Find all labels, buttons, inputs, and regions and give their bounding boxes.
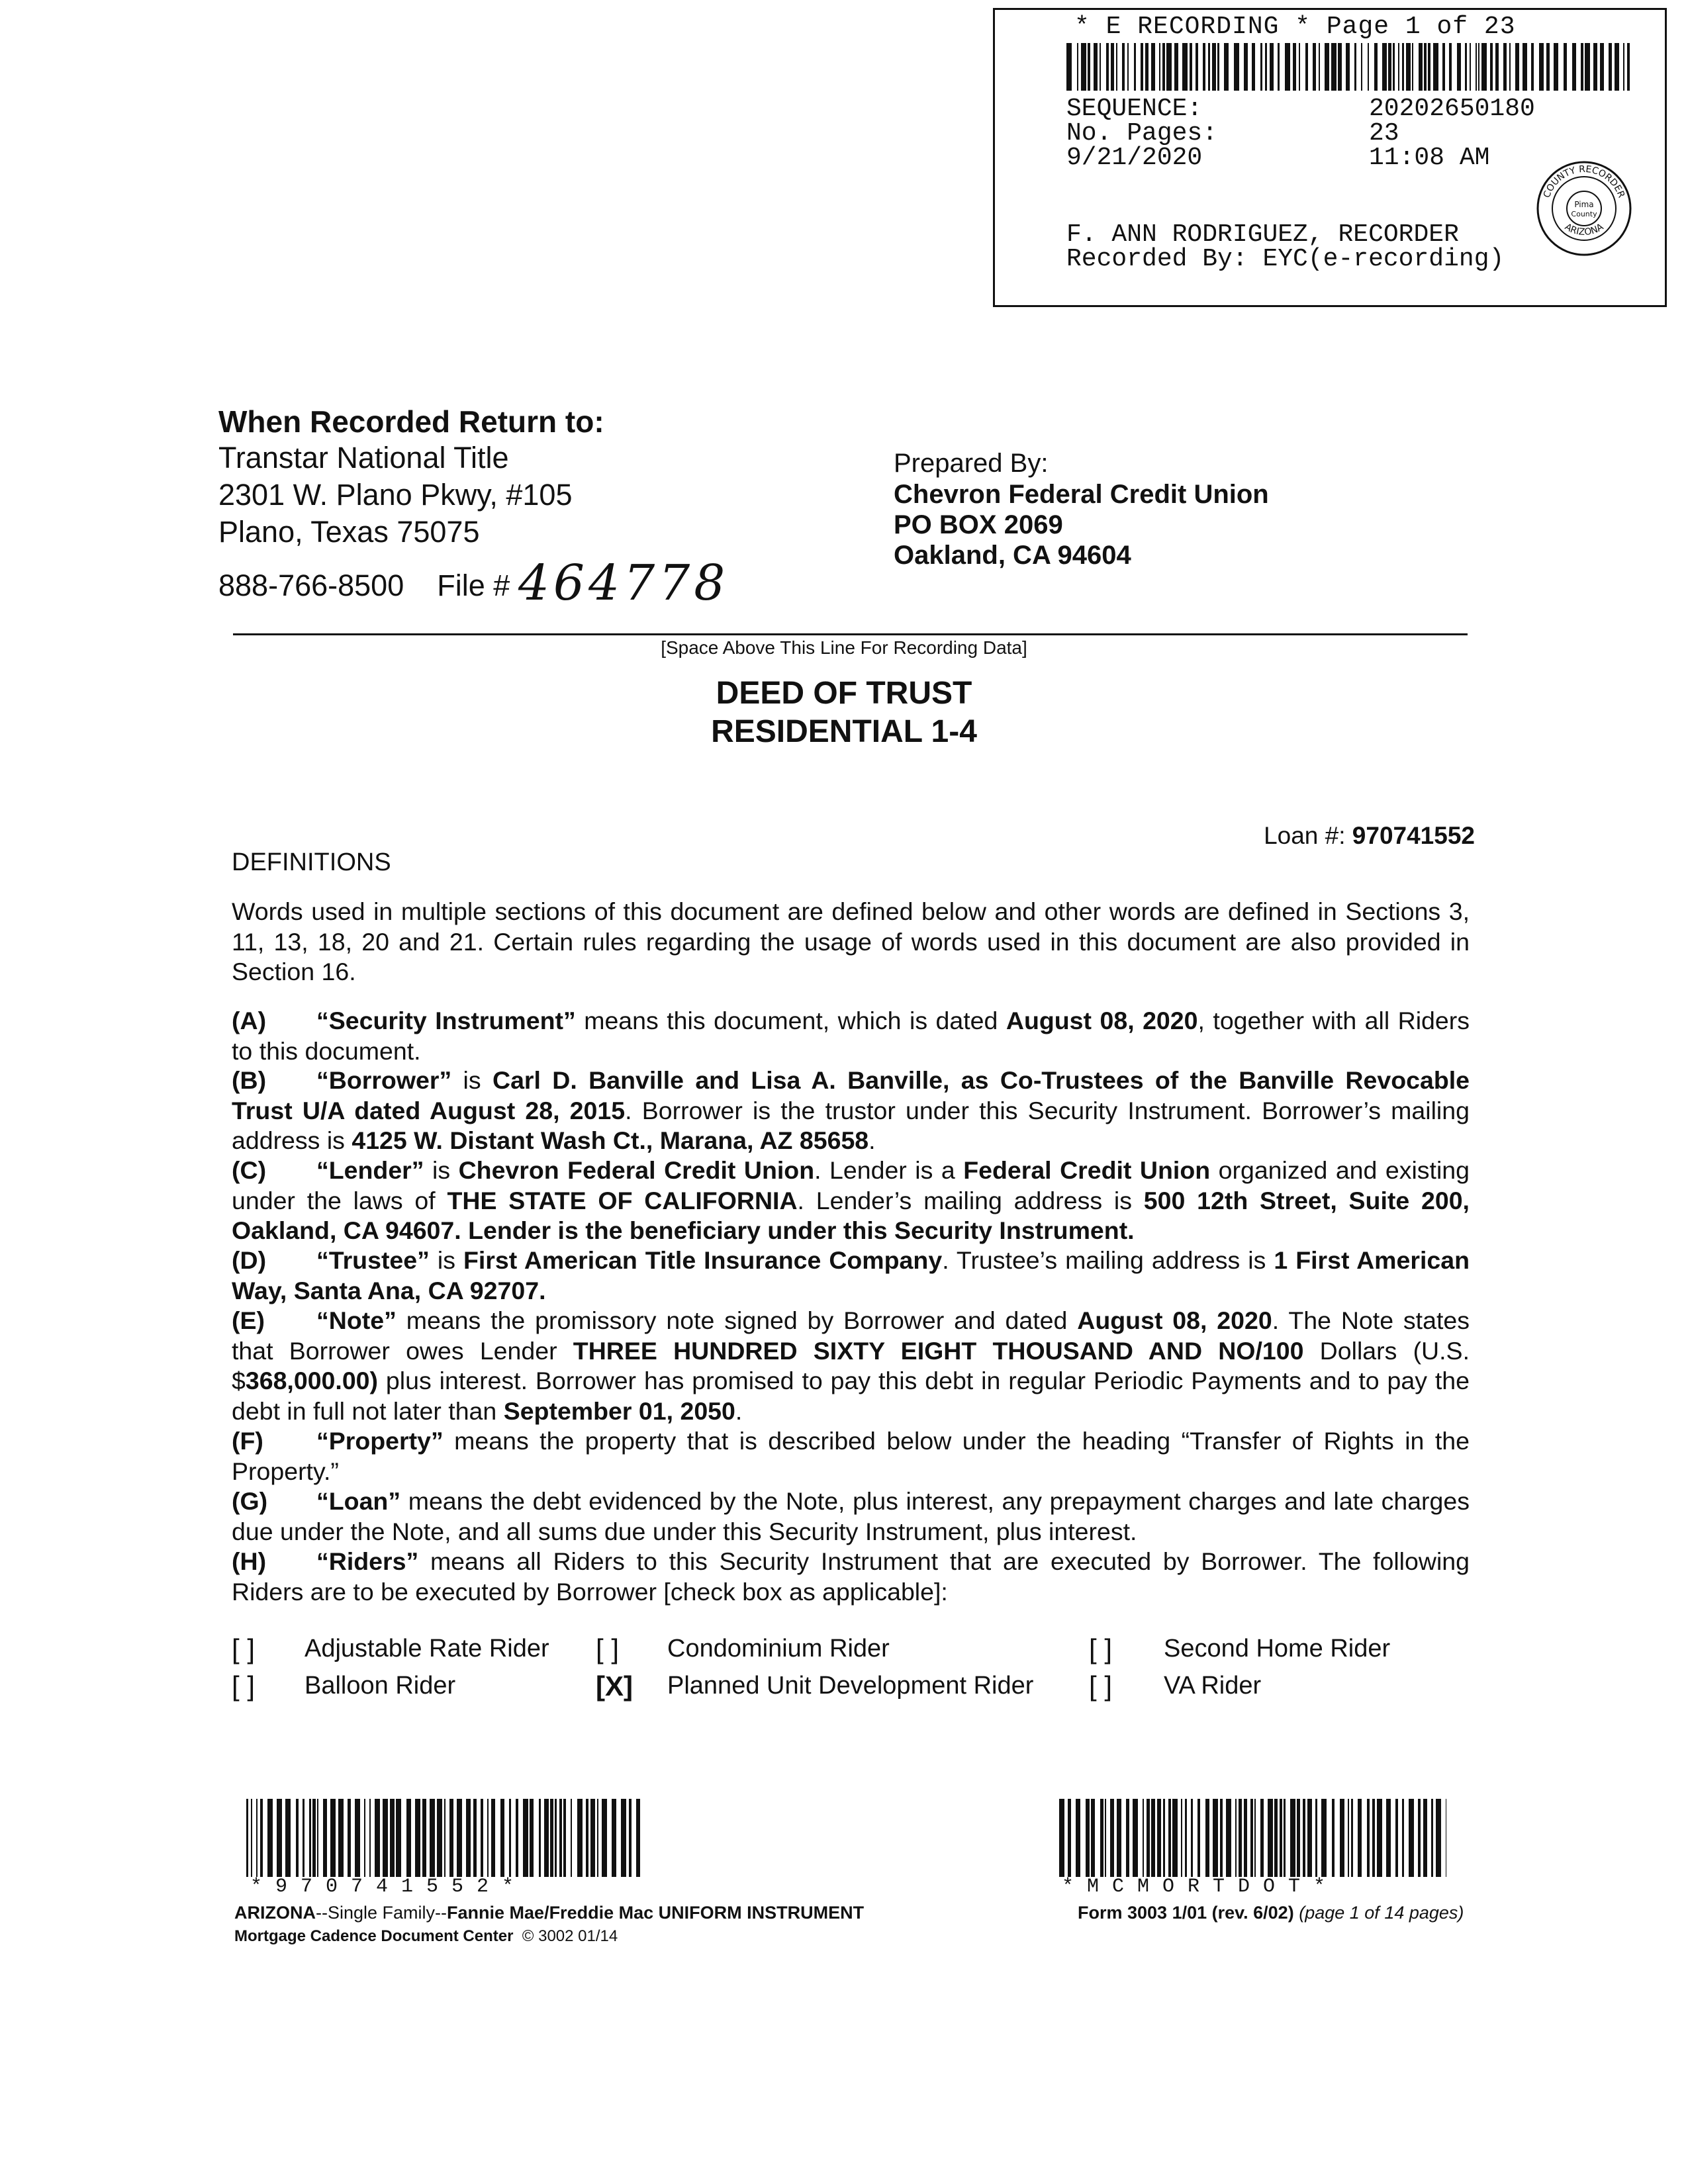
def-h-term: “Riders” bbox=[316, 1547, 419, 1575]
def-e-amount: 368,000.00) bbox=[245, 1367, 379, 1394]
def-g-letter: (G) bbox=[232, 1487, 268, 1515]
def-e-letter: (E) bbox=[232, 1306, 265, 1334]
rider-box: [ ] bbox=[232, 1670, 256, 1702]
doc-center-line bbox=[234, 1927, 618, 1946]
form-description bbox=[234, 1903, 864, 1923]
def-h-text-1: means all Riders to this Security Instrument that are executed by Borrower. The following Riders are to be executed by Borrower [check box as applicable]: bbox=[232, 1547, 1470, 1606]
def-b-borrower-name: Carl D. Banville and Lisa A. Banville, as Co-Trustees of the Banville Revocable Trust U/A dated August 28, 2015 bbox=[232, 1066, 1470, 1124]
definitions-heading: DEFINITIONS bbox=[232, 848, 391, 876]
rider-label: Planned Unit Development Rider bbox=[667, 1672, 1034, 1700]
document-title: DEED OF TRUST bbox=[716, 676, 972, 711]
def-e-text-4: plus interest. Borrower has promised to pay this debt in regular Periodic Payments and to pay the debt in full not later than bbox=[232, 1367, 1470, 1425]
seal-text-county: County bbox=[1571, 210, 1597, 218]
recording-time: 11:08 AM bbox=[1369, 144, 1490, 172]
definition-a bbox=[232, 1006, 1470, 1066]
def-c-lender-name: Chevron Federal Credit Union bbox=[458, 1156, 815, 1184]
recording-stamp-box bbox=[993, 8, 1667, 307]
pages-value: 23 bbox=[1369, 119, 1399, 148]
def-d-address: 1 First American Way, Santa Ana, CA 92707. bbox=[232, 1246, 1470, 1304]
recording-divider bbox=[233, 633, 1468, 635]
def-f-term: “Property” bbox=[316, 1427, 444, 1455]
def-c-text-2: . Lender is a bbox=[814, 1156, 964, 1184]
return-heading: When Recorded Return to: bbox=[218, 404, 604, 439]
document-subtitle: RESIDENTIAL 1-4 bbox=[711, 714, 977, 749]
def-f-text-1: means the property that is described below under the heading “Transfer of Rights in the Property.” bbox=[232, 1427, 1470, 1485]
form-number-line bbox=[1078, 1903, 1464, 1923]
sequence-label: SEQUENCE: bbox=[1066, 95, 1203, 123]
def-e-text-2: . The Note states that Borrower owes Lender bbox=[232, 1306, 1470, 1365]
def-a-text-1: means this document, which is dated bbox=[575, 1007, 1006, 1034]
file-label: File # bbox=[437, 569, 510, 602]
rider-label: Second Home Rider bbox=[1164, 1635, 1391, 1662]
definition-c bbox=[232, 1156, 1470, 1246]
seal-text-pima: Pima bbox=[1574, 200, 1594, 209]
def-f-letter: (F) bbox=[232, 1427, 263, 1455]
def-c-text-4: . Lender’s mailing address is bbox=[797, 1186, 1144, 1214]
def-a-text-2: , together with all Riders to this document. bbox=[232, 1007, 1470, 1065]
rider-checkbox-adjustable-rate[interactable] bbox=[232, 1633, 255, 1665]
loan-barcode-text: * 9 7 0 7 4 1 5 5 2 * bbox=[250, 1876, 515, 1898]
def-c-state: THE STATE OF CALIFORNIA bbox=[447, 1186, 798, 1214]
def-c-text-3: organized and existing under the laws of bbox=[232, 1156, 1470, 1214]
rider-checkbox-pud[interactable] bbox=[596, 1670, 633, 1702]
form-desc: --Single Family-- bbox=[316, 1903, 447, 1923]
rider-box: [ ] bbox=[1089, 1670, 1113, 1702]
rider-box: [X] bbox=[596, 1670, 633, 1702]
loan-number-line bbox=[1264, 822, 1475, 850]
svg-text:COUNTY RECORDER bbox=[1542, 164, 1627, 200]
def-e-text-5: . bbox=[735, 1396, 743, 1425]
return-phone: 888-766-8500 bbox=[218, 569, 404, 602]
def-e-date: August 08, 2020 bbox=[1077, 1306, 1272, 1334]
def-e-text-3: Dollars (U.S. $ bbox=[232, 1336, 1470, 1394]
form-barcode-icon bbox=[1059, 1799, 1446, 1877]
intro-paragraph: Words used in multiple sections of this document are defined below and other words are defined in Sections 3, 11, 13, 18, 20 and 21. Certain rules regarding the usage of words used in this document are also provided in Section 16. bbox=[232, 897, 1470, 985]
def-d-trustee-name: First American Title Insurance Company bbox=[463, 1246, 943, 1274]
rider-box: [ ] bbox=[1089, 1633, 1113, 1664]
def-g-term: “Loan” bbox=[316, 1487, 401, 1515]
def-a-date: August 08, 2020 bbox=[1006, 1007, 1198, 1034]
def-c-term: “Lender” bbox=[316, 1156, 424, 1184]
doc-center: Mortgage Cadence Document Center bbox=[234, 1927, 514, 1945]
def-h-letter: (H) bbox=[232, 1547, 267, 1575]
svg-text:ARIZONA bbox=[1563, 222, 1606, 238]
def-g-text-1: means the debt evidenced by the Note, plus interest, any prepayment charges and late charges due under the Note, and all sums due under this Security Instrument, plus interest. bbox=[232, 1487, 1470, 1545]
def-d-term: “Trustee” bbox=[316, 1246, 430, 1274]
def-d-text-2: . Trustee’s mailing address is bbox=[942, 1246, 1274, 1274]
loan-barcode-icon bbox=[246, 1799, 643, 1877]
form-number: Form 3003 1/01 (rev. 6/02) bbox=[1078, 1903, 1294, 1923]
rider-checkbox-condominium[interactable] bbox=[596, 1633, 619, 1665]
def-a-letter: (A) bbox=[232, 1007, 267, 1034]
rider-box: [ ] bbox=[596, 1633, 620, 1664]
definition-f bbox=[232, 1426, 1470, 1486]
return-phone-line bbox=[218, 551, 729, 612]
prepared-by-name: Chevron Federal Credit Union bbox=[894, 480, 1269, 509]
pages-label: No. Pages: bbox=[1066, 119, 1218, 148]
recorded-by: Recorded By: EYC(e-recording) bbox=[1066, 245, 1505, 273]
seal-text-top: COUNTY RECORDER bbox=[1541, 163, 1627, 200]
copyright: © 3002 01/14 bbox=[522, 1927, 618, 1945]
def-c-text-1: is bbox=[424, 1156, 459, 1184]
def-d-letter: (D) bbox=[232, 1246, 267, 1274]
definition-h bbox=[232, 1547, 1470, 1607]
def-b-term: “Borrower” bbox=[316, 1066, 452, 1094]
def-e-term: “Note” bbox=[316, 1306, 397, 1334]
def-b-text-1: is bbox=[451, 1066, 492, 1094]
loan-number: 970741552 bbox=[1352, 822, 1475, 849]
recorder-name: F. ANN RODRIGUEZ, RECORDER bbox=[1066, 220, 1459, 249]
prepared-by-address-1: PO BOX 2069 bbox=[894, 510, 1063, 539]
def-d-text-1: is bbox=[429, 1246, 463, 1274]
recording-barcode-icon bbox=[1066, 43, 1630, 91]
def-e-amount-words: THREE HUNDRED SIXTY EIGHT THOUSAND AND NO/100 bbox=[573, 1336, 1304, 1365]
rider-label: VA Rider bbox=[1164, 1672, 1262, 1700]
def-b-address: 4125 W. Distant Wash Ct., Marana, AZ 85658 bbox=[352, 1126, 869, 1154]
rider-label: Balloon Rider bbox=[305, 1672, 456, 1700]
prepared-by-label: Prepared By: bbox=[894, 449, 1049, 478]
form-bold: Fannie Mae/Freddie Mac UNIFORM INSTRUMENT bbox=[447, 1903, 865, 1923]
form-barcode-text: * M C M O R T D O T * bbox=[1062, 1876, 1327, 1898]
recording-caption: [Space Above This Line For Recording Data] bbox=[661, 637, 1027, 658]
rider-checkbox-second-home[interactable] bbox=[1089, 1633, 1112, 1665]
def-b-text-3: . bbox=[868, 1126, 876, 1154]
county-seal-icon bbox=[1534, 159, 1634, 258]
return-line-2: 2301 W. Plano Pkwy, #105 bbox=[218, 478, 573, 512]
rider-label: Adjustable Rate Rider bbox=[305, 1635, 549, 1662]
def-a-term: “Security Instrument” bbox=[316, 1007, 576, 1034]
def-c-letter: (C) bbox=[232, 1156, 267, 1184]
def-e-maturity-date: September 01, 2050 bbox=[503, 1396, 735, 1425]
definition-b bbox=[232, 1066, 1470, 1156]
def-b-letter: (B) bbox=[232, 1066, 267, 1094]
recording-date: 9/21/2020 bbox=[1066, 144, 1203, 172]
file-number-handwritten: 464778 bbox=[518, 555, 729, 612]
sequence-value: 20202650180 bbox=[1369, 95, 1535, 123]
return-line-3: Plano, Texas 75075 bbox=[218, 515, 480, 549]
seal-text-bottom: ARIZONA bbox=[1562, 221, 1606, 238]
def-e-text-1: means the promissory note signed by Borrower and dated bbox=[396, 1306, 1078, 1334]
definition-d bbox=[232, 1246, 1470, 1306]
def-b-text-2: . Borrower is the trustor under this Security Instrument. Borrower’s mailing address is bbox=[232, 1096, 1470, 1154]
rider-label: Condominium Rider bbox=[667, 1635, 890, 1662]
form-state: ARIZONA bbox=[234, 1903, 316, 1923]
rider-checkbox-balloon[interactable] bbox=[232, 1670, 255, 1702]
prepared-by-address-2: Oakland, CA 94604 bbox=[894, 541, 1131, 570]
def-c-address: 500 12th Street, Suite 200, Oakland, CA 94607. Lender is the beneficiary under this Security Instrument. bbox=[232, 1186, 1470, 1244]
def-c-lender-kind: Federal Credit Union bbox=[963, 1156, 1211, 1184]
rider-box: [ ] bbox=[232, 1633, 256, 1664]
return-line-1: Transtar National Title bbox=[218, 441, 509, 475]
recording-title: * E RECORDING * Page 1 of 23 bbox=[1074, 13, 1516, 41]
definition-e bbox=[232, 1306, 1470, 1426]
definition-g bbox=[232, 1486, 1470, 1547]
rider-checkbox-va[interactable] bbox=[1089, 1670, 1112, 1702]
loan-label: Loan #: bbox=[1264, 822, 1352, 849]
page-of: (page 1 of 14 pages) bbox=[1299, 1903, 1464, 1923]
